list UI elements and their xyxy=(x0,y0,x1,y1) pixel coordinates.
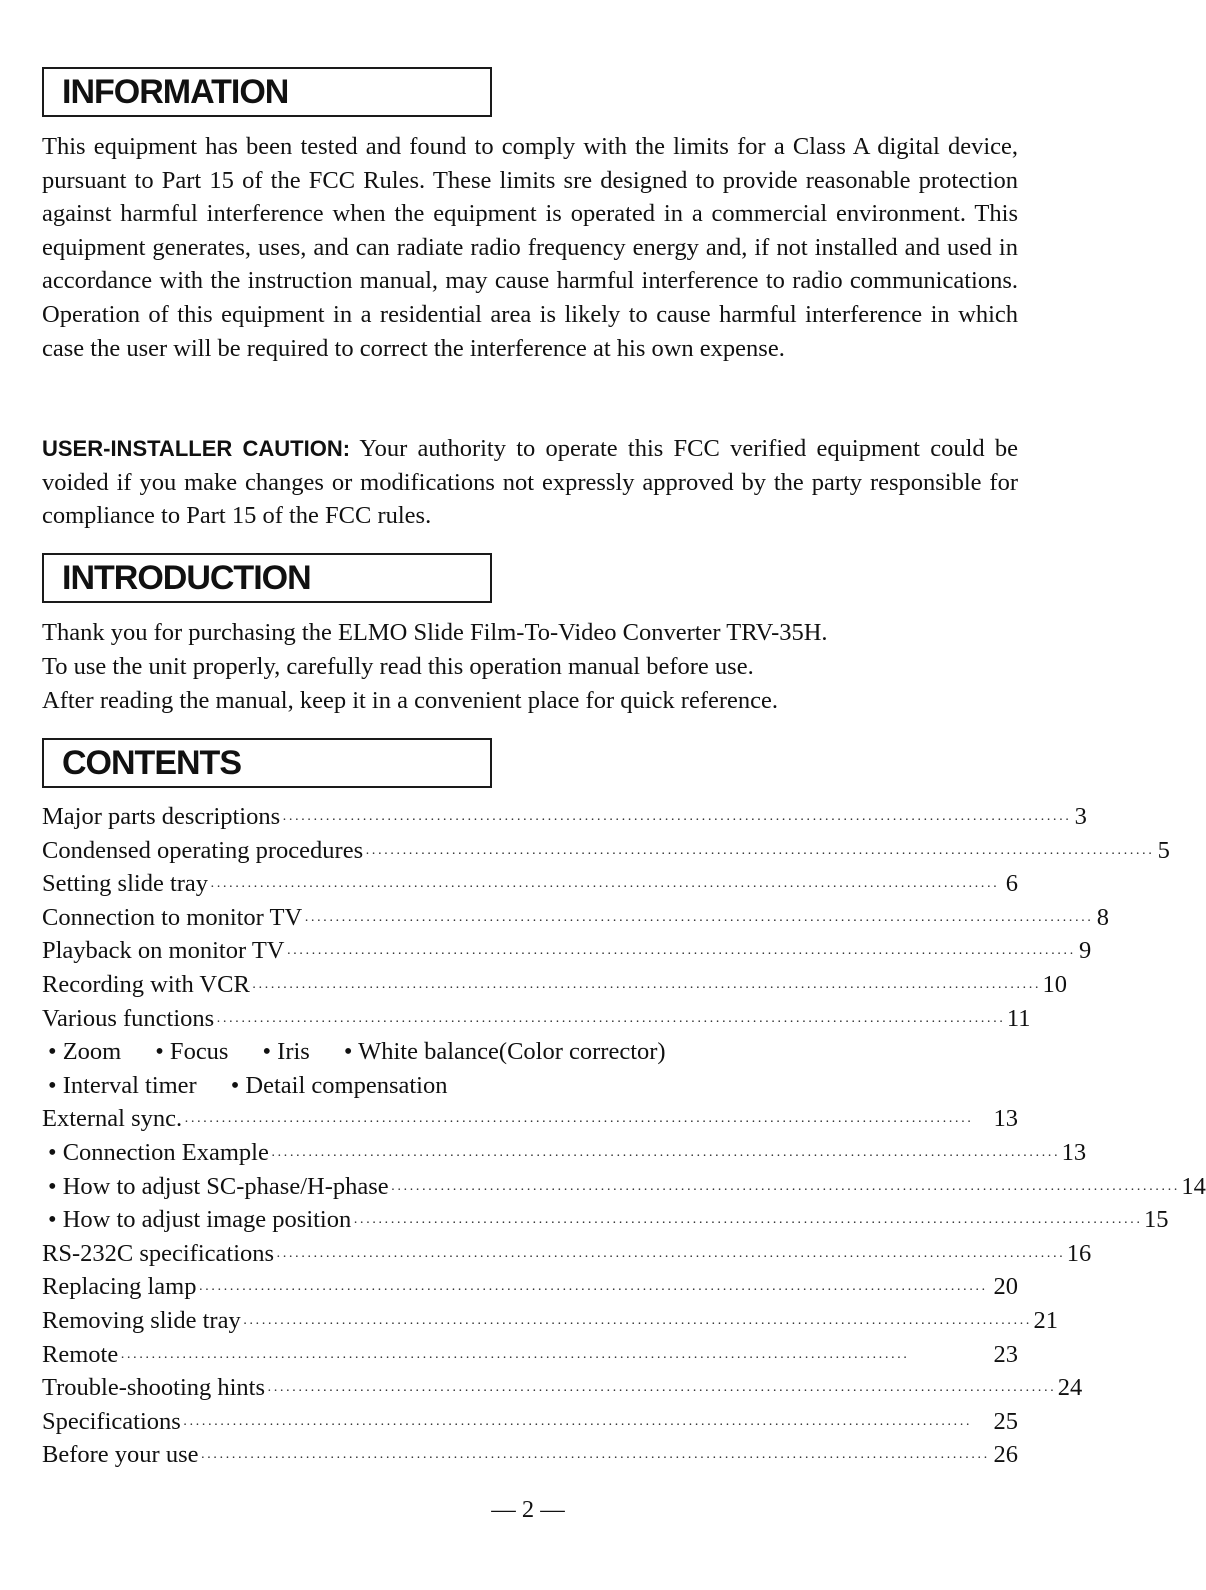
toc-entry-title: Playback on monitor TV xyxy=(42,937,285,965)
toc-entry xyxy=(42,1438,1018,1472)
toc-entry xyxy=(42,800,1087,834)
toc-entry xyxy=(42,1304,1058,1338)
function-item: • Focus xyxy=(155,1038,229,1066)
toc-entry-page: 15 xyxy=(1144,1206,1169,1234)
function-item: • Detail compensation xyxy=(230,1071,448,1099)
toc-entry-page: 5 xyxy=(1157,836,1170,864)
toc-dot-leader: ································································································································ xyxy=(182,1417,972,1433)
toc-entry-page: 16 xyxy=(1066,1239,1092,1267)
toc-dot-leader: ································································································································ xyxy=(270,1148,1060,1164)
toc-entry-page: 8 xyxy=(1096,903,1109,931)
toc-entry xyxy=(42,834,1170,868)
toc-entry-title: Before your use xyxy=(42,1441,199,1469)
functions-list-line-1 xyxy=(42,1035,1018,1069)
toc-entry xyxy=(42,1371,1083,1405)
toc-entry-title: Connection to monitor TV xyxy=(42,903,303,931)
function-item: • Interval timer xyxy=(48,1071,197,1099)
toc-entry xyxy=(42,867,1018,901)
toc-entry xyxy=(42,1170,1206,1204)
toc-entry-title: • Connection Example xyxy=(48,1138,269,1166)
toc-entry-page: 25 xyxy=(993,1407,1018,1435)
toc-entry xyxy=(42,968,1068,1002)
toc-dot-leader: ································································································································ xyxy=(286,947,1076,963)
information-paragraph: This equipment has been tested and found to comply with the limits for a Class A digital device, pursuant to Part 15 of the FCC Rules. These limits sre designed to provide reasonable protection against harmful interference when the equipment is operated in a commercial environment. This equipment generates, uses, and can radiate radio frequency energy and, if not installed and used in accordance with the instruction manual, may cause harmful interference to radio communications. Operation of this equipment in a residential area is likely to cause harmful interference in which case the user will be required to correct the interference at his own expense. xyxy=(42,133,1018,362)
toc-dot-leader: ································································································································ xyxy=(267,1384,1056,1400)
functions-list-line-2 xyxy=(42,1069,1018,1103)
information-heading: INFORMATION xyxy=(42,67,492,117)
toc-entry-title: Various functions xyxy=(42,1004,215,1032)
toc-dot-leader: ································································································································ xyxy=(251,980,1041,996)
toc-entry xyxy=(42,1338,1018,1372)
toc-entry-page: 10 xyxy=(1042,970,1068,998)
caution-label: USER-INSTALLER CAUTION: xyxy=(42,436,351,461)
table-of-contents xyxy=(42,800,1206,1472)
toc-entry-page: 24 xyxy=(1057,1374,1083,1402)
toc-entry-title: Setting slide tray xyxy=(42,870,209,898)
toc-entry xyxy=(42,1237,1092,1271)
function-item: • Zoom xyxy=(48,1038,122,1066)
toc-entry-title: • How to adjust image position xyxy=(48,1206,352,1234)
page-number: — 2 — xyxy=(491,1496,565,1523)
toc-dot-leader: ································································································································ xyxy=(184,1115,973,1131)
introduction-heading: INTRODUCTION xyxy=(42,553,492,603)
toc-entry-title: Specifications xyxy=(42,1407,181,1435)
introduction-line: After reading the manual, keep it in a convenient place for quick reference. xyxy=(42,687,779,714)
toc-dot-leader: ································································································································ xyxy=(304,913,1093,929)
toc-dot-leader: ································································································································ xyxy=(365,846,1154,862)
toc-entry-title: Removing slide tray xyxy=(42,1306,241,1334)
toc-entry xyxy=(42,1405,1018,1439)
toc-dot-leader: ································································································································ xyxy=(282,813,1071,828)
toc-entry-page: 9 xyxy=(1078,937,1092,965)
toc-dot-leader: ································································································································ xyxy=(210,880,999,896)
toc-entry xyxy=(42,1136,1087,1170)
toc-entry-title: Major parts descriptions xyxy=(42,803,281,830)
toc-dot-leader: ································································································································ xyxy=(216,1014,1005,1030)
toc-entry-title: External sync. xyxy=(42,1105,183,1133)
toc-entry-page: 23 xyxy=(993,1340,1018,1368)
toc-dot-leader: ································································································································ xyxy=(198,1283,988,1299)
toc-entry-page: 13 xyxy=(1061,1138,1087,1166)
toc-entry-page: 3 xyxy=(1074,803,1087,830)
toc-dot-leader: ································································································································ xyxy=(276,1249,1065,1265)
toc-entry-page: 14 xyxy=(1181,1172,1206,1200)
toc-entry-page: 13 xyxy=(993,1105,1018,1133)
toc-dot-leader: ································································································································ xyxy=(242,1316,1032,1332)
toc-entry xyxy=(42,1002,1031,1036)
toc-entry-page: 6 xyxy=(1005,870,1018,898)
toc-entry xyxy=(42,1270,1018,1304)
caution-text: Your authority to operate this FCC verified equipment could be voided if you make changes or modifications not expressly approved by the party responsible for compliance to Part 15 of the FCC rules. xyxy=(42,435,1018,530)
toc-entry xyxy=(42,1102,1018,1136)
toc-entry-page: 21 xyxy=(1033,1306,1058,1334)
toc-entry-title: Condensed operating procedures xyxy=(42,836,364,864)
toc-entry-page: 11 xyxy=(1006,1004,1031,1032)
toc-entry xyxy=(42,901,1109,935)
toc-dot-leader: ································································································································ xyxy=(353,1216,1142,1232)
introduction-line: Thank you for purchasing the ELMO Slide Film-To-Video Converter TRV-35H. xyxy=(42,619,828,646)
contents-heading: CONTENTS xyxy=(42,738,492,788)
toc-entry xyxy=(42,934,1092,968)
toc-dot-leader: ································································································································ xyxy=(390,1182,1180,1198)
function-item: • Iris xyxy=(262,1038,310,1066)
toc-entry-page: 26 xyxy=(993,1441,1018,1469)
toc-dot-leader: ································································································································ xyxy=(120,1350,909,1366)
toc-entry-title: Trouble-shooting hints xyxy=(42,1374,266,1402)
toc-dot-leader: ································································································································ xyxy=(200,1451,990,1467)
function-item: • White balance(Color corrector) xyxy=(343,1038,666,1066)
toc-entry-page: 20 xyxy=(993,1273,1018,1301)
toc-entry-title: Recording with VCR xyxy=(42,970,250,998)
toc-entry-title: • How to adjust SC-phase/H-phase xyxy=(48,1172,389,1200)
toc-entry-title: Remote xyxy=(42,1340,119,1368)
user-installer-caution xyxy=(42,432,1018,533)
toc-entry-title: Replacing lamp xyxy=(42,1273,197,1301)
introduction-line: To use the unit properly, carefully read this operation manual before use. xyxy=(42,653,754,680)
toc-entry-title: RS-232C specifications xyxy=(42,1239,275,1267)
toc-entry xyxy=(42,1203,1169,1237)
